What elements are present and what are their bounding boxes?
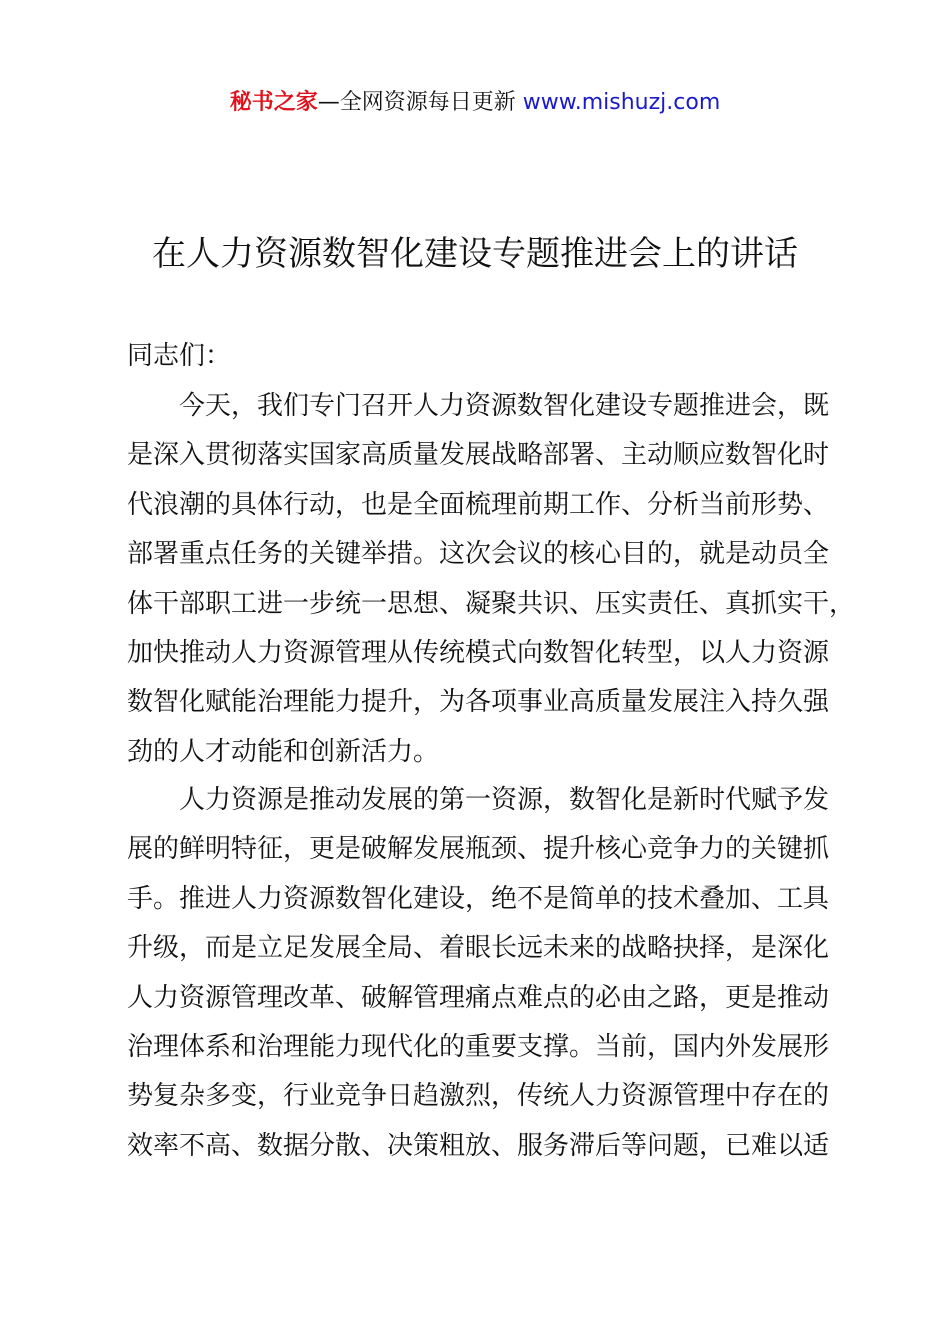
paragraph-line: 势复杂多变，行业竞争日趋激烈，传统人力资源管理中存在的 [127, 1081, 830, 1112]
paragraph-line: 治理体系和治理能力现代化的重要支撑。当前，国内外发展形 [127, 1032, 830, 1063]
paragraph-2 [127, 776, 839, 1171]
site-url-link[interactable]: www.mishuzj.com [522, 90, 721, 115]
brand-name: 秘书之家 [229, 90, 318, 115]
paragraph-line: 今天，我们专门召开人力资源数智化建设专题推进会，既 [179, 391, 830, 421]
paragraph-line: 体干部职工进一步统一思想、凝聚共识、压实责任、真抓实干， [127, 588, 856, 619]
header-tagline: —全网资源每日更新 [317, 90, 516, 115]
paragraph-line: 手。推进人力资源数智化建设，绝不是简单的技术叠加、工具 [127, 883, 830, 914]
paragraph-line: 数智化赋能治理能力提升，为各项事业高质量发展注入持久强 [127, 687, 830, 718]
page-header [0, 88, 950, 118]
paragraph-line: 代浪潮的具体行动，也是全面梳理前期工作、分析当前形势、 [127, 489, 830, 520]
paragraph-line: 加快推动人力资源管理从传统模式向数智化转型，以人力资源 [127, 638, 830, 669]
paragraph-line: 劲的人才动能和创新活力。 [127, 736, 440, 767]
paragraph-line: 效率不高、数据分散、决策粗放、服务滞后等问题，已难以适 [127, 1130, 830, 1161]
paragraph-line: 展的鲜明特征，更是破解发展瓶颈、提升核心竞争力的关键抓 [127, 834, 830, 865]
paragraph-line: 是深入贯彻落实国家高质量发展战略部署、主动顺应数智化时 [127, 440, 830, 471]
paragraph-line: 升级，而是立足发展全局、着眼长远未来的战略抉择，是深化 [127, 933, 830, 964]
document-title: 在人力资源数智化建设专题推进会上的讲话 [152, 234, 798, 274]
paragraph-line: 部署重点任务的关键举措。这次会议的核心目的，就是动员全 [127, 539, 830, 570]
paragraph-1 [127, 382, 856, 777]
salutation: 同志们： [127, 341, 232, 371]
paragraph-line: 人力资源是推动发展的第一资源，数智化是新时代赋予发 [179, 785, 830, 815]
paragraph-line: 人力资源管理改革、破解管理痛点难点的必由之路，更是推动 [127, 982, 830, 1013]
